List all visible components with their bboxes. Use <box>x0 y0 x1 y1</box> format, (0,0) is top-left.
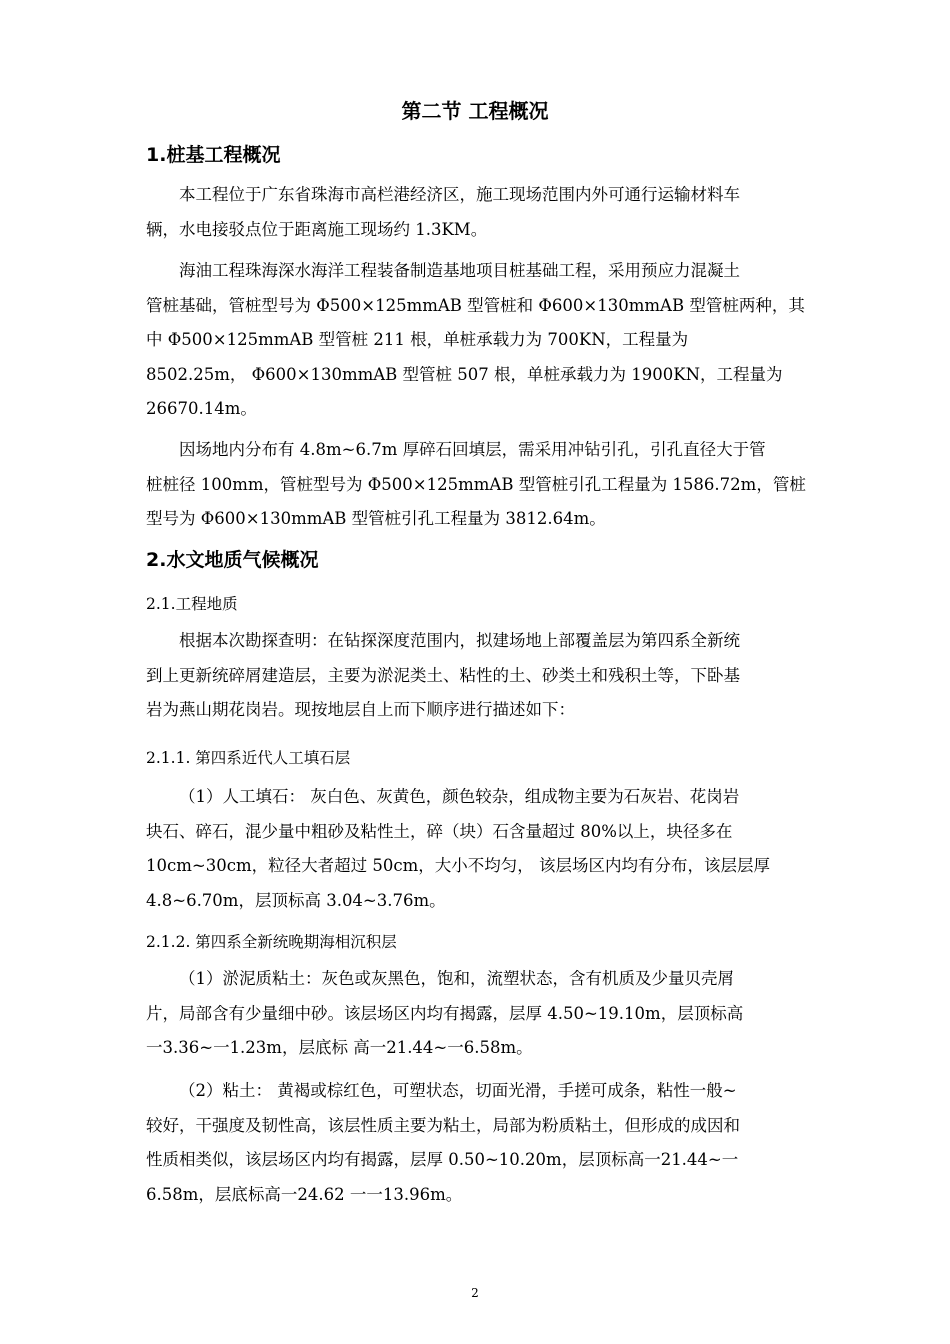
paragraph-location <box>146 178 840 247</box>
text-line: 性质相类似，该层场区内均有揭露，层厚 0.50~10.20m，层顶标高一21.44~一 <box>146 1150 739 1169</box>
page-number: 2 <box>471 1286 479 1300</box>
text-line: 中 Φ500×125mmAB 型管桩 211 根，单桩承载力为 700KN，工程量为 <box>146 330 689 349</box>
paragraph-geology-summary <box>146 624 840 728</box>
text-line: 桩桩径 100mm，管桩型号为 Φ500×125mmAB 型管桩引孔工程量为 1586.72m，管桩 <box>146 474 806 494</box>
text-line: （1）人工填石： 灰白色、灰黄色，颜色较杂，组成物主要为石灰岩、花岗岩 <box>179 787 740 806</box>
heading-hydro-geology: 2.水文地质气候概况 <box>146 549 319 571</box>
text-line: （2）粘土： 黄褐或棕红色，可塑状态，切面光滑，手搓可成条，粘性一般~ <box>179 1081 737 1100</box>
text-line: 海油工程珠海深水海洋工程装备制造基地项目桩基础工程，采用预应力混凝土 <box>179 261 740 280</box>
text-line: 根据本次勘探查明：在钻探深度范围内，拟建场地上部覆盖层为第四系全新统 <box>179 631 740 650</box>
text-line: 管桩基础，管桩型号为 Φ500×125mmAB 型管桩和 Φ600×130mmAB 型管桩两种，其 <box>146 295 805 315</box>
text-line: 一3.36~一1.23m，层底标 高一21.44~一6.58m。 <box>146 1038 533 1057</box>
text-line: （1）淤泥质粘土：灰色或灰黑色，饱和，流塑状态，含有机质及少量贝壳屑 <box>179 969 734 988</box>
text-line: 6.58m，层底标高一24.62 一一13.96m。 <box>146 1184 463 1204</box>
text-line: 本工程位于广东省珠海市高栏港经济区，施工现场范围内外可通行运输材料车 <box>179 185 740 204</box>
text-line: 8502.25m， Φ600×130mmAB 型管桩 507 根，单桩承载力为 1900KN，工程量为 <box>146 364 783 384</box>
text-line: 型号为 Φ600×130mmAB 型管桩引孔工程量为 3812.64m。 <box>146 509 606 528</box>
subheading-artificial-fill: 2.1.1. 第四系近代人工填石层 <box>146 749 351 767</box>
text-line: 到上更新统碎屑建造层，主要为淤泥类土、粘性的土、砂类土和残积土等，下卧基 <box>146 665 740 685</box>
paragraph-silty-clay <box>146 962 840 1066</box>
heading-pile-overview: 1.桩基工程概况 <box>146 144 281 166</box>
text-line: 块石、碎石，混少量中粗砂及粘性土，碎（块）石含量超过 80%以上，块径多在 <box>146 821 733 841</box>
text-line: 10cm~30cm，粒径大者超过 50cm，大小不均匀， 该层场区内均有分布，该层层厚 <box>146 856 770 875</box>
text-line: 26670.14m。 <box>146 399 257 418</box>
paragraph-pre-drilling <box>146 433 840 537</box>
subheading-marine-deposit: 2.1.2. 第四系全新统晚期海相沉积层 <box>146 933 397 951</box>
text-line: 因场地内分布有 4.8m~6.7m 厚碎石回填层，需采用冲钻引孔，引孔直径大于管 <box>179 440 766 459</box>
text-line: 片，局部含有少量细中砂。该层场区内均有揭露，层厚 4.50~19.10m，层顶标高 <box>146 1003 744 1023</box>
subheading-engineering-geology: 2.1.工程地质 <box>146 595 238 613</box>
text-line: 较好，干强度及韧性高，该层性质主要为粘土，局部为粉质粘土，但形成的成因和 <box>146 1115 740 1135</box>
section-title: 第二节 工程概况 <box>401 99 549 123</box>
paragraph-clay <box>146 1074 840 1212</box>
text-line: 辆，水电接驳点位于距离施工现场约 1.3KM。 <box>146 219 488 239</box>
paragraph-artificial-fill <box>146 780 840 918</box>
text-line: 4.8~6.70m，层顶标高 3.04~3.76m。 <box>146 890 446 910</box>
text-line: 岩为燕山期花岗岩。现按地层自上而下顺序进行描述如下： <box>146 700 575 719</box>
paragraph-pile-spec <box>146 254 840 427</box>
